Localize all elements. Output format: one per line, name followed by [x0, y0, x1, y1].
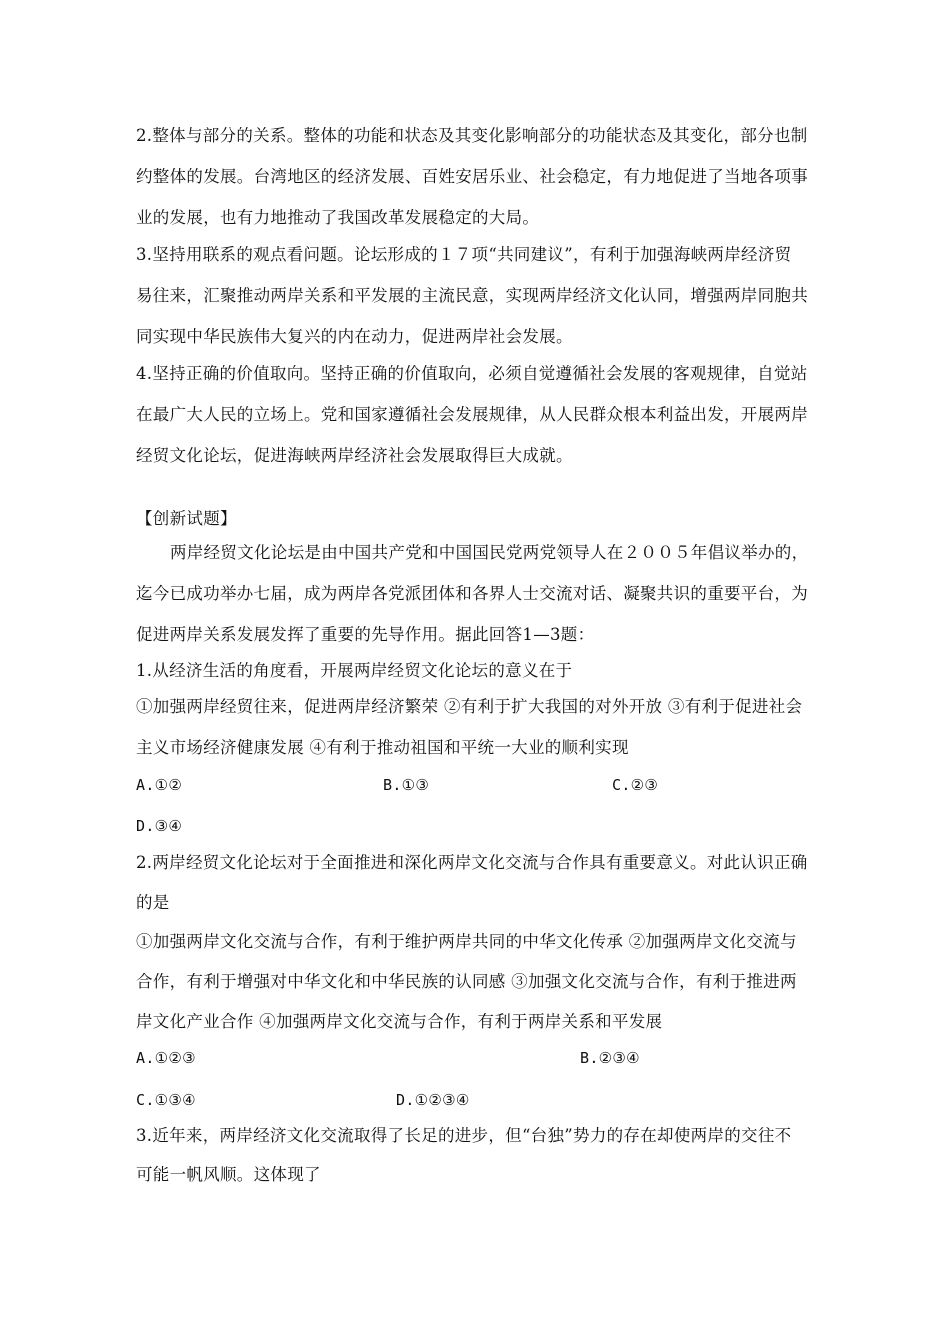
- text-line: 4.坚持正确的价值取向。坚持正确的价值取向，必须自觉遵循社会发展的客观规律，自觉站: [136, 364, 808, 383]
- option-d: D.③④: [136, 817, 183, 835]
- section-heading: 【创新试题】: [136, 509, 237, 528]
- question-stem: 2.两岸经贸文化论坛对于全面推进和深化两岸文化交流与合作具有重要意义。对此认识正确: [136, 853, 808, 872]
- option-c: C.②③: [612, 776, 659, 794]
- intro-line: 两岸经贸文化论坛是由中国共产党和中国国民党两党领导人在２００５年倡议举办的，: [170, 543, 809, 562]
- option-a: A.①②③: [136, 1049, 196, 1067]
- text-line: 2.整体与部分的关系。整体的功能和状态及其变化影响部分的功能状态及其变化，部分也制: [136, 126, 808, 145]
- intro-line: 促进两岸关系发展发挥了重要的先导作用。据此回答1—3题：: [136, 625, 595, 644]
- question-stem: 的是: [136, 893, 170, 912]
- text-line: 约整体的发展。台湾地区的经济发展、百姓安居乐业、社会稳定，有力地促进了当地各项事: [136, 167, 808, 186]
- question-item-line: 岸文化产业合作 ④加强两岸文化交流与合作，有利于两岸关系和平发展: [136, 1012, 663, 1031]
- text-line: 3.坚持用联系的观点看问题。论坛形成的１７项“共同建议”，有利于加强海峡两岸经济贸: [136, 245, 792, 264]
- option-d: D.①②③④: [396, 1091, 470, 1109]
- question-item-line: ①加强两岸经贸往来，促进两岸经济繁荣 ②有利于扩大我国的对外开放 ③有利于促进社会: [136, 697, 803, 716]
- question-item-line: 合作，有利于增强对中华文化和中华民族的认同感 ③加强文化交流与合作，有利于推进两: [136, 972, 797, 991]
- text-line: 易往来，汇聚推动两岸关系和平发展的主流民意，实现两岸经济文化认同，增强两岸同胞共: [136, 286, 808, 305]
- option-b: B.①③: [383, 776, 430, 794]
- option-c: C.①③④: [136, 1091, 196, 1109]
- question-item-line: 主义市场经济健康发展 ④有利于推动祖国和平统一大业的顺利实现: [136, 738, 629, 757]
- question-stem: 3.近年来，两岸经济文化交流取得了长足的进步，但“台独”势力的存在却使两岸的交往不: [136, 1126, 792, 1145]
- text-line: 同实现中华民族伟大复兴的内在动力，促进两岸社会发展。: [136, 327, 573, 346]
- question-stem: 1.从经济生活的角度看，开展两岸经贸文化论坛的意义在于: [136, 661, 573, 680]
- question-item-line: ①加强两岸文化交流与合作，有利于维护两岸共同的中华文化传承 ②加强两岸文化交流与: [136, 932, 797, 951]
- option-b: B.②③④: [580, 1049, 640, 1067]
- intro-line: 迄今已成功举办七届，成为两岸各党派团体和各界人士交流对话、凝聚共识的重要平台，为: [136, 584, 808, 603]
- text-line: 经贸文化论坛，促进海峡两岸经济社会发展取得巨大成就。: [136, 446, 573, 465]
- text-line: 业的发展，也有力地推动了我国改革发展稳定的大局。: [136, 208, 540, 227]
- text-line: 在最广大人民的立场上。党和国家遵循社会发展规律，从人民群众根本利益出发，开展两岸: [136, 405, 808, 424]
- question-stem: 可能一帆风顺。这体现了: [136, 1165, 321, 1184]
- option-a: A.①②: [136, 776, 183, 794]
